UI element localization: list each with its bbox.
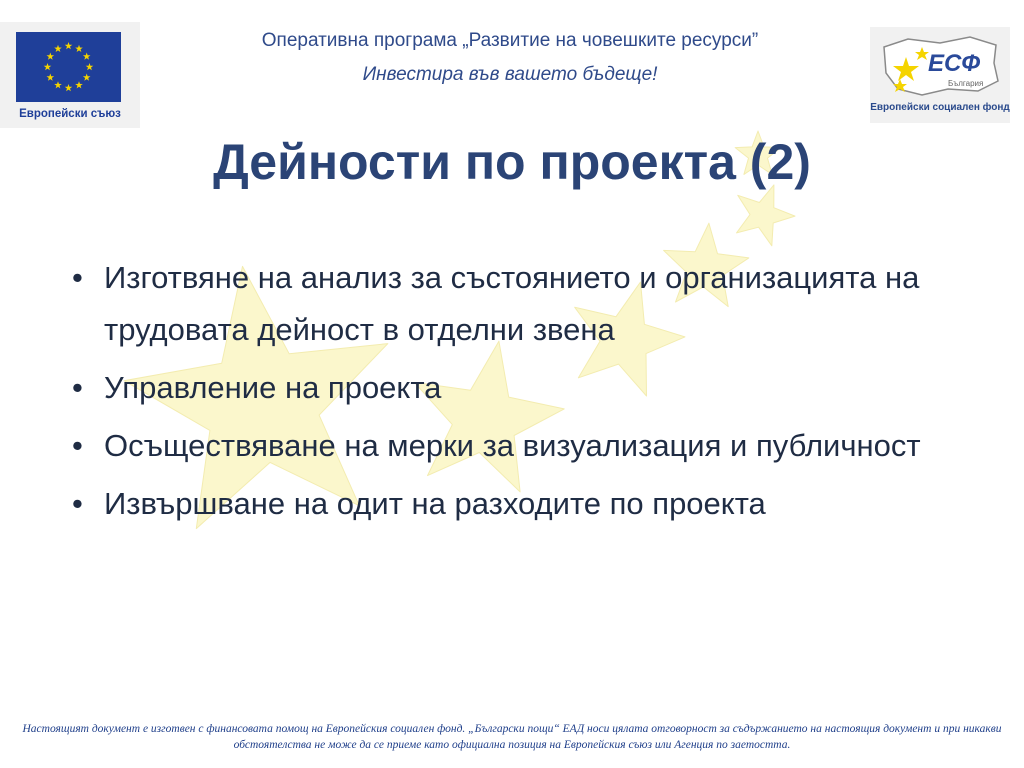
bullet-dot: • <box>72 486 83 521</box>
esf-logo-caption: Европейски социален фонд <box>870 102 1010 113</box>
bullet-text: Управление на проекта <box>104 370 442 405</box>
eu-logo-caption: Европейски съюз <box>19 108 121 120</box>
bullet-dot: • <box>72 260 83 295</box>
program-slogan: Инвестира във вашето бъдеще! <box>362 64 658 85</box>
bullet-dot: • <box>72 428 83 463</box>
funding-disclaimer: Настоящият документ е изготвен с финансовата помощ на Европейския социален фонд. „Български пощи“ ЕАД носи цялата отговорност за съдържанието на настоящия документ и при никакви обстоятелства не може да се приеме като официална позиция на Европейския съюз или Агенция по заетостта. <box>22 723 1002 751</box>
esf-country: България <box>948 79 984 88</box>
bullet-item <box>72 478 982 530</box>
bullet-list <box>72 252 982 536</box>
bullet-item <box>72 362 982 414</box>
program-name: Оперативна програма „Развитие на човешките ресурси” <box>261 30 759 51</box>
esf-abbreviation: ЕСФ <box>928 50 981 77</box>
esf-logo <box>870 27 1010 123</box>
eu-flag-icon <box>16 32 121 102</box>
bullet-item <box>72 252 982 356</box>
bullet-text: Осъществяване на мерки за визуализация и публичност <box>104 428 921 463</box>
slide-title: Дейности по проекта (2) <box>213 134 811 190</box>
bullet-text: Извършване на одит на разходите по проекта <box>104 486 766 521</box>
bullet-item <box>72 420 982 472</box>
bullet-text: Изготвяне на анализ за състоянието и организацията на трудовата дейност в отделни звена <box>104 260 920 347</box>
bullet-dot: • <box>72 370 83 405</box>
background-star <box>737 185 796 246</box>
eu-logo <box>0 22 140 128</box>
